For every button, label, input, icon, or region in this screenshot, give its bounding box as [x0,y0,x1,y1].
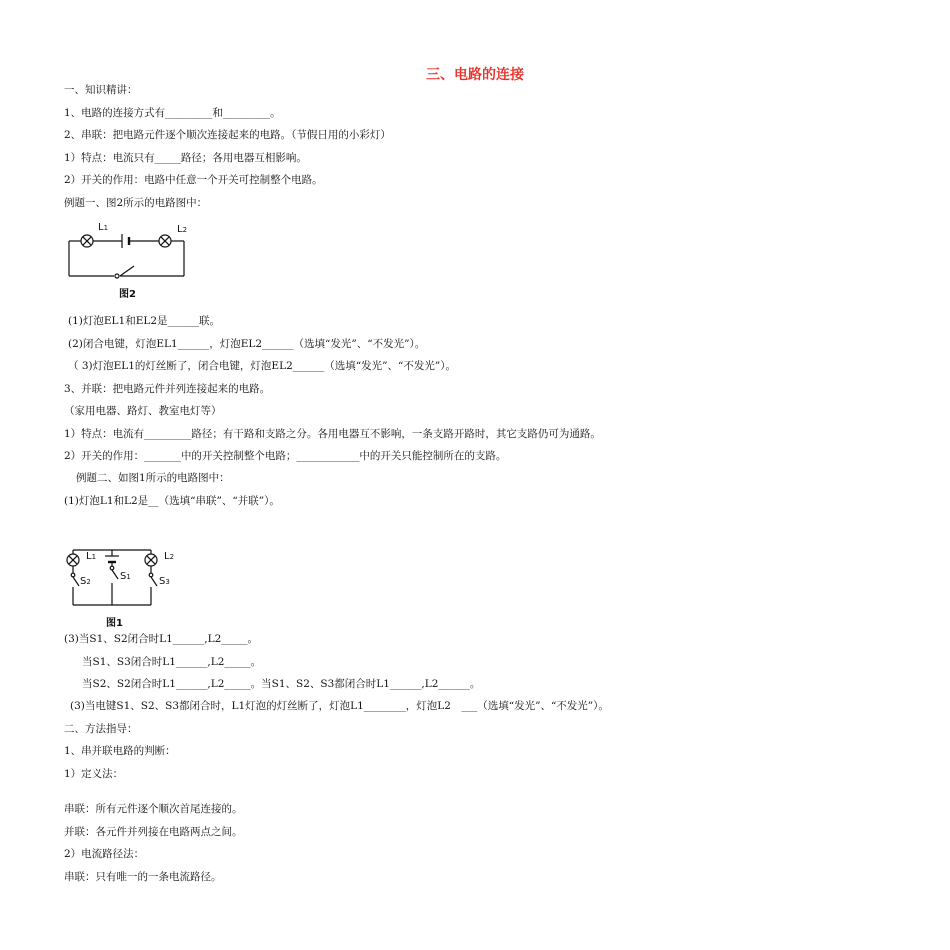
page-title: 三、电路的连接 [426,67,524,83]
text-line: 串联：只有唯一的一条电流路径。 [64,871,222,883]
example-heading-2: 例题二、如图1所示的电路图中： [76,472,230,484]
text-line: 1）定义法： [64,768,124,780]
lamp-label-l1: L1 [86,551,97,562]
question-line: （ 3)灯泡EL1的灯丝断了，闭合电键，灯泡EL2______（选填“发光”、“不发光”）。 [68,360,456,372]
switch-label-s3: S3 [159,576,170,587]
question-line: (3)当S1、S2闭合时L1______,L2_____。 [64,633,259,645]
example-heading-1: 例题一、图2所示的电路图中： [64,197,208,209]
question-line: 当S1、S3闭合时L1______,L2_____。 [82,656,262,668]
text-line: 2）开关的作用：电路中任意一个开关可控制整个电路。 [64,174,323,186]
figure-caption-1: 图1 [106,618,123,629]
section-heading-knowledge: 一、知识精讲： [64,84,138,96]
text-line: 1、串并联电路的判断： [64,745,176,757]
text-line: 2）电流路径法： [64,848,145,860]
question-line: 当S2、S2闭合时L1______,L2_____。当S1、S2、S3都闭合时L1______,L2______。 [82,678,481,690]
section-heading-method: 二、方法指导： [64,723,138,735]
figure-caption-2: 图2 [119,289,136,300]
switch-label-s1: S1 [120,571,131,582]
text-line: 2、串联：把电路元件逐个顺次连接起来的电路。（节假日用的小彩灯） [64,129,391,141]
text-line: 2）开关的作用：_______中的开关控制整个电路；____________中的开关只能控制所在的支路。 [64,450,507,462]
question-line: (2)闭合电键，灯泡EL1______，灯泡EL2______（选填“发光”、“不发光”）。 [68,338,426,350]
switch-label-s2: S2 [80,576,91,587]
text-line: 1、电路的连接方式有_________和_________。 [64,107,281,119]
text-line: （家用电器、路灯、教室电灯等） [64,405,222,417]
text-line: 1）特点：电流只有_____路径；各用电器互相影响。 [64,152,307,164]
lamp-label-l1: L1 [98,222,109,233]
text-line: 1）特点：电流有_________路径；有干路和支路之分。各用电器互不影响，一条支路开路时，其它支路仍可为通路。 [64,428,601,440]
question-line: (1)灯泡EL1和EL2是______联。 [68,315,221,327]
question-line: (1)灯泡L1和L2是__（选填“串联”、“并联”）。 [64,495,280,507]
text-line: 并联：各元件并列接在电路两点之间。 [64,826,243,838]
circuit-diagram-parallel [60,540,170,620]
lamp-label-l2: L2 [164,551,175,562]
lamp-label-l2: L2 [177,224,188,235]
text-line: 3、并联：把电路元件并列连接起来的电路。 [64,383,271,395]
text-line: 串联：所有元件逐个顺次首尾连接的。 [64,803,243,815]
question-line: (3)当电键S1、S2、S3都闭合时，L1灯泡的灯丝断了，灯泡L1________，灯泡L2 ___（选填“发光”、“不发光”）。 [70,700,609,712]
